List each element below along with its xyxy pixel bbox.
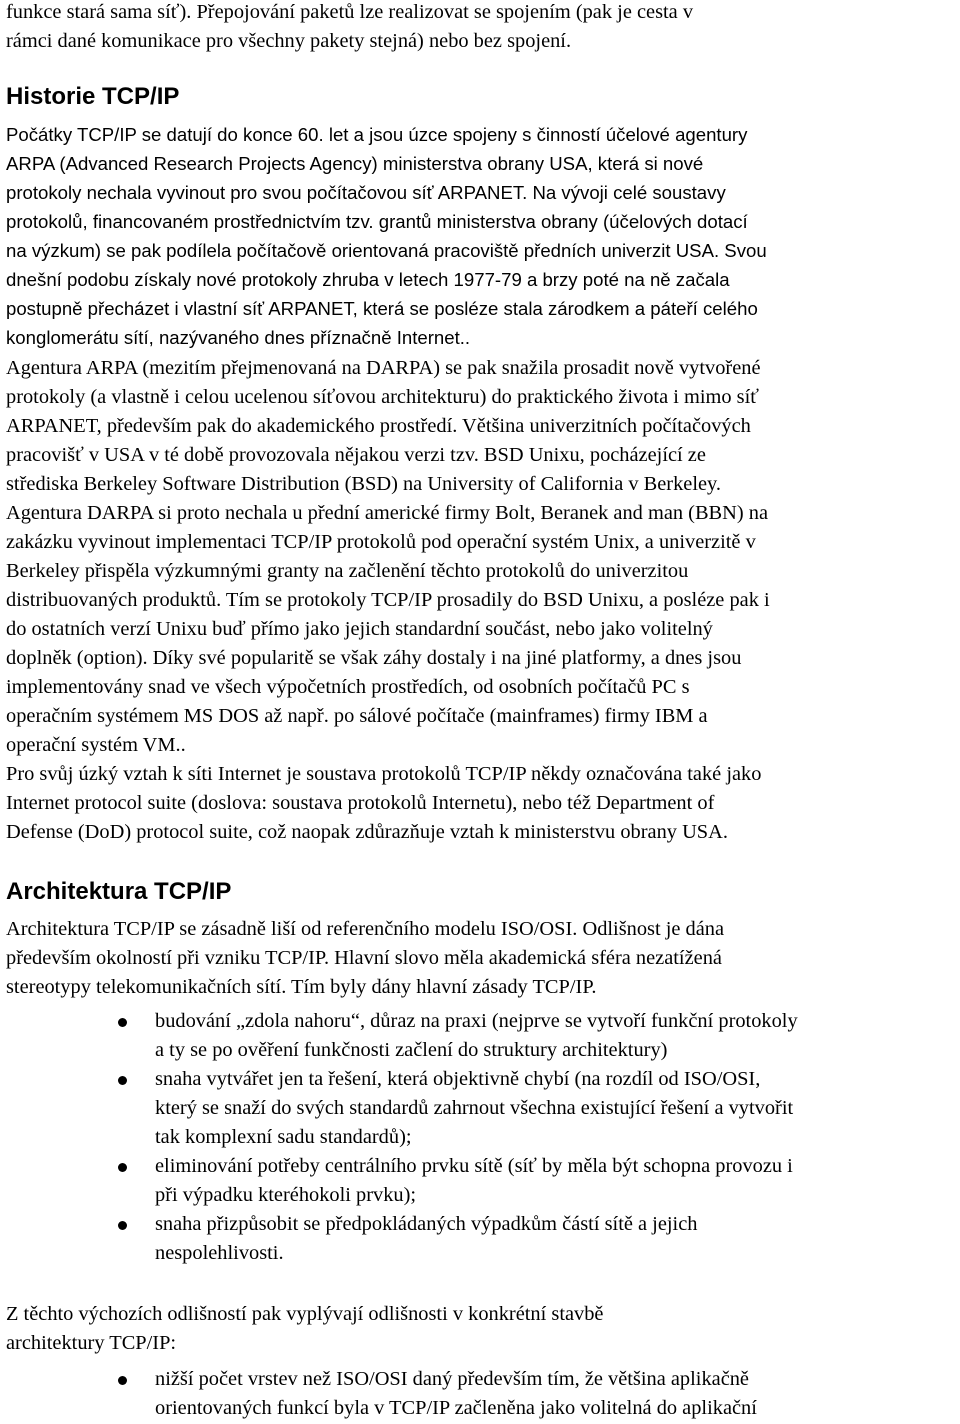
paragraph-line: doplněk (option). Díky své popularitě se však záhy dostaly i na jiné platformy, a dnes jsou <box>6 647 742 669</box>
list-item-line: budování „zdola nahoru“, důraz na praxi (nejprve se vytvoří funkční protokoly <box>155 1010 798 1032</box>
paragraph-line: operačním systémem MS DOS až např. po sálové počítače (mainframes) firmy IBM a <box>6 705 708 727</box>
paragraph-line: Pro svůj úzký vztah k síti Internet je soustava protokolů TCP/IP někdy označována také jako <box>6 763 762 785</box>
list-item-line: tak komplexní sadu standardů); <box>155 1126 412 1148</box>
paragraph-line: Z těchto výchozích odlišností pak vyplývají odlišnosti v konkrétní stavbě <box>6 1303 604 1325</box>
bullet-icon <box>118 1076 127 1085</box>
paragraph-line: architektury TCP/IP: <box>6 1332 177 1354</box>
paragraph-line: konglomerátu sítí, nazývaného dnes příznačně Internet.. <box>6 327 471 348</box>
paragraph-line: Počátky TCP/IP se datují do konce 60. let a jsou úzce spojeny s činností účelové agentury <box>6 124 748 145</box>
paragraph-line: distribuovaných produktů. Tím se protokoly TCP/IP prosadily do BSD Unixu, a posléze pak i <box>6 589 770 611</box>
intro-line: funkce stará sama síť). Přepojování paketů lze realizovat se spojením (pak je cesta v <box>6 1 694 23</box>
paragraph-line: zakázku vyvinout implementaci TCP/IP protokolů pod operační systém Unix, a univerzitě v <box>6 531 756 553</box>
paragraph-line: Agentura ARPA (mezitím přejmenovaná na DARPA) se pak snažila prosadit nově vytvořené <box>6 357 761 379</box>
list-item-line: nižší počet vrstev než ISO/OSI daný především tím, že většina aplikačně <box>155 1368 749 1390</box>
list-item-line: který se snaží do svých standardů zahrnout všechna existující řešení a vytvořit <box>155 1097 794 1119</box>
list-item-line: nespolehlivosti. <box>155 1242 284 1264</box>
bullet-icon <box>118 1163 127 1172</box>
paragraph-line: do ostatních verzí Unixu buď přímo jako jejich standardní součást, nebo jako volitelný <box>6 618 713 640</box>
list-item-line: orientovaných funkcí byla v TCP/IP začleněna jako volitelná do aplikační <box>155 1397 757 1419</box>
paragraph-line: implementovány snad ve všech výpočetních prostředích, od osobních počítačů PC s <box>6 676 690 698</box>
paragraph-line: pracovišť v USA v té době provozovala nějakou verzi tzv. BSD Unixu, pocházející ze <box>6 444 706 466</box>
intro-line: rámci dané komunikace pro všechny pakety stejná) nebo bez spojení. <box>6 30 572 52</box>
list-item-line: snaha vytvářet jen ta řešení, která objektivně chybí (na rozdíl od ISO/OSI, <box>155 1068 761 1090</box>
paragraph-line: Internet protocol suite (doslova: soustava protokolů Internetu), nebo též Department of <box>6 792 715 814</box>
paragraph-line: protokoly (a vlastně i celou ucelenou síťovou architekturu) do praktického života i mimo síť <box>6 386 759 408</box>
bullet-icon <box>118 1376 127 1385</box>
paragraph-line: především okolností při vzniku TCP/IP. Hlavní slovo měla akademická sféra nezatížená <box>6 947 722 969</box>
section-heading-historie: Historie TCP/IP <box>6 83 180 110</box>
paragraph-line: Defense (DoD) protocol suite, což naopak zdůrazňuje vztah k ministerstvu obrany USA. <box>6 821 728 843</box>
paragraph-line: ARPA (Advanced Research Projects Agency) ministerstva obrany USA, která si nové <box>6 153 704 174</box>
paragraph-line: na výzkum) se pak podílela počítačově orientovaná pracoviště předních univerzit USA. Svou <box>6 240 767 261</box>
paragraph-line: Architektura TCP/IP se zásadně liší od referenčního modelu ISO/OSI. Odlišnost je dána <box>6 918 725 940</box>
paragraph-line: operační systém VM.. <box>6 734 186 756</box>
paragraph-line: Berkeley přispěla výzkumnými granty na začlenění těchto protokolů do univerzitou <box>6 560 689 582</box>
paragraph-line: protokolů, financovaném prostřednictvím tzv. grantů ministerstva obrany (účelových dotací <box>6 211 748 232</box>
paragraph-line: střediska Berkeley Software Distribution (BSD) na University of California v Berkeley. <box>6 473 722 495</box>
paragraph-line: protokoly nechala vyvinout pro svou počítačovou síť ARPANET. Na vývoji celé soustavy <box>6 182 726 203</box>
bullet-icon <box>118 1018 127 1027</box>
list-item-line: snaha přizpůsobit se předpokládaných výpadkům částí sítě a jejich <box>155 1213 698 1235</box>
section-heading-architektura: Architektura TCP/IP <box>6 878 232 905</box>
paragraph-line: ARPANET, především pak do akademického prostředí. Většina univerzitních počítačových <box>6 415 751 437</box>
list-item-line: eliminování potřeby centrálního prvku sítě (síť by měla být schopna provozu i <box>155 1155 793 1177</box>
bullet-icon <box>118 1221 127 1230</box>
list-item-line: a ty se po ověření funkčnosti začlení do struktury architektury) <box>155 1039 668 1061</box>
paragraph-line: postupně přecházet i vlastní síť ARPANET, která se posléze stala zárodkem a páteří celého <box>6 298 758 319</box>
paragraph-line: Agentura DARPA si proto nechala u přední americké firmy Bolt, Beranek and man (BBN) na <box>6 502 769 524</box>
list-item-line: při výpadku kteréhokoli prvku); <box>155 1184 417 1206</box>
paragraph-line: stereotypy telekomunikačních sítí. Tím byly dány hlavní zásady TCP/IP. <box>6 976 597 998</box>
paragraph-line: dnešní podobu získaly nové protokoly zhruba v letech 1977-79 a brzy poté na ně začala <box>6 269 730 290</box>
